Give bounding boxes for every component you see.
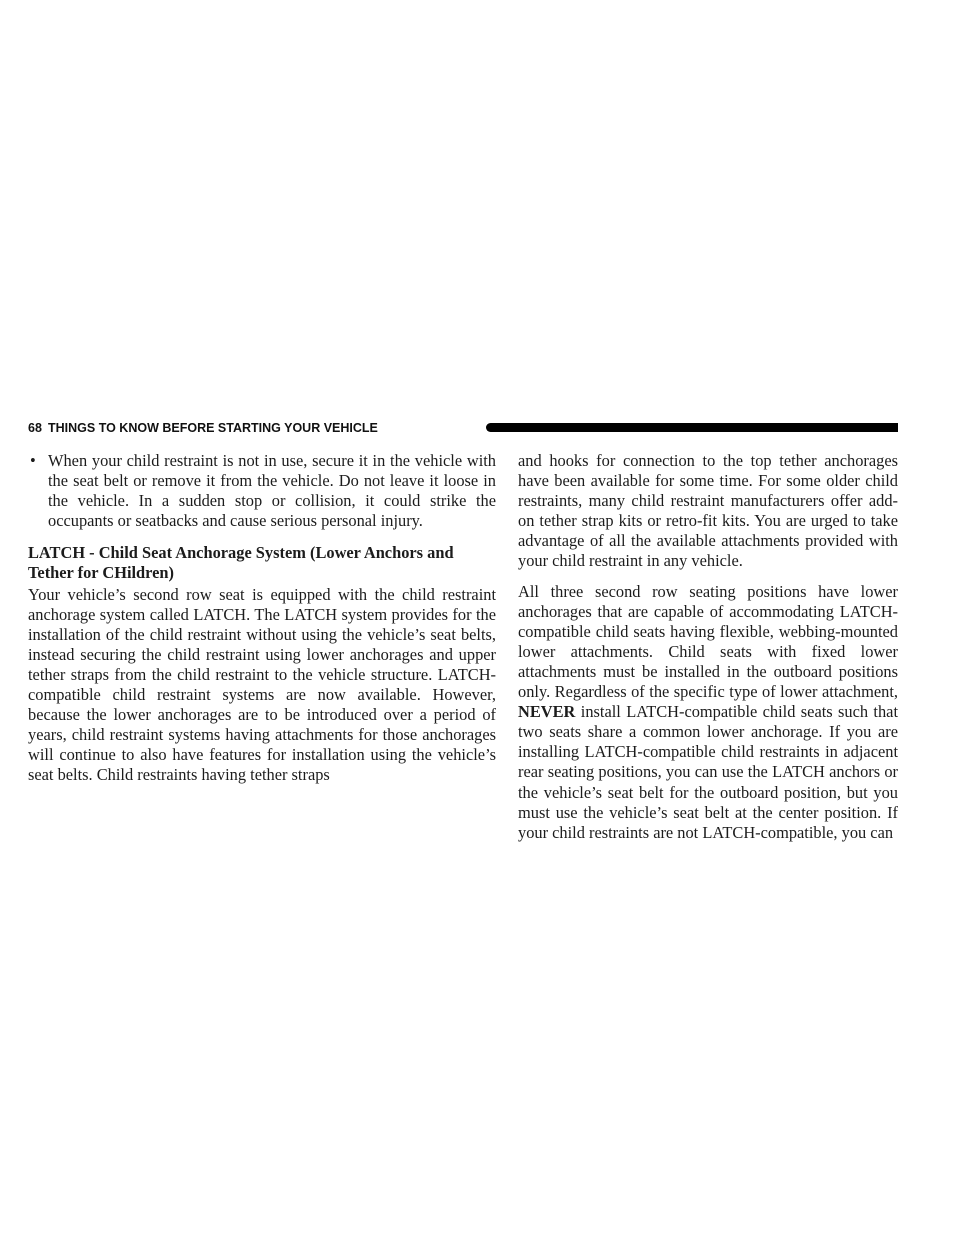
page-header <box>28 418 898 440</box>
paragraph-text-after: install LATCH-compatible child seats such that two seats share a common lower anchorage. If you are installing LATCH-compatible child restraints in adjacent rear seating positions, you can use the LATCH anchors or the vehicle’s seat belt for the outboard position, but you must use the vehicle’s seat belt at the center position. If your child restraints are not LATCH-compatible, you can <box>518 702 898 842</box>
never-emphasis: NEVER <box>518 702 576 722</box>
header-rule-bar <box>486 423 898 432</box>
body-paragraph-tether-hooks: and hooks for connection to the top tether anchorages have been available for some time. For some older child restraints, many child restraint manufacturers offer add-on tether strap kits or retro-fit kits. You are urged to take advantage of all the available attachments provided with your child restraint in any vehicle. <box>518 451 898 571</box>
left-column <box>28 451 496 786</box>
bullet-item <box>28 451 496 531</box>
paragraph-text-before: All three second row seating positions have lower anchorages that are capable of accommodating LATCH-compatible child seats having flexible, webbing-mounted lower attachments. Child seats with fixed lower attachments must be installed in the outboard positions only. Regardless of the specific type of lower attachment, <box>518 581 898 702</box>
right-column <box>518 451 898 843</box>
chapter-title: THINGS TO KNOW BEFORE STARTING YOUR VEHICLE <box>48 421 378 435</box>
page-number: 68 <box>28 421 42 435</box>
body-paragraph-seating-positions <box>518 582 898 843</box>
section-heading: LATCH - Child Seat Anchorage System (Lower Anchors and Tether for CHildren) <box>28 543 454 583</box>
bullet-icon: • <box>30 451 36 470</box>
bullet-text: When your child restraint is not in use, secure it in the vehicle with the seat belt or remove it from the vehicle. Do not leave it loose in the vehicle. In a sudden stop or collision, it could strike the occupants or seatbacks and cause serious personal injury. <box>48 451 496 531</box>
body-paragraph-latch-intro: Your vehicle’s second row seat is equipped with the child restraint anchorage system called LATCH. The LATCH system provides for the installation of the child restraint without using the vehicle’s seat belts, instead securing the child restraint using lower anchorages and upper tether straps from the child restraint to the vehicle structure. LATCH-compatible child restraint systems are now available. However, because the lower anchorages are to be introduced over a period of years, child restraint systems having attachments for those anchorages will continue to also have features for installation using the vehicle’s seat belts. Child restraints having tether straps <box>28 584 496 785</box>
